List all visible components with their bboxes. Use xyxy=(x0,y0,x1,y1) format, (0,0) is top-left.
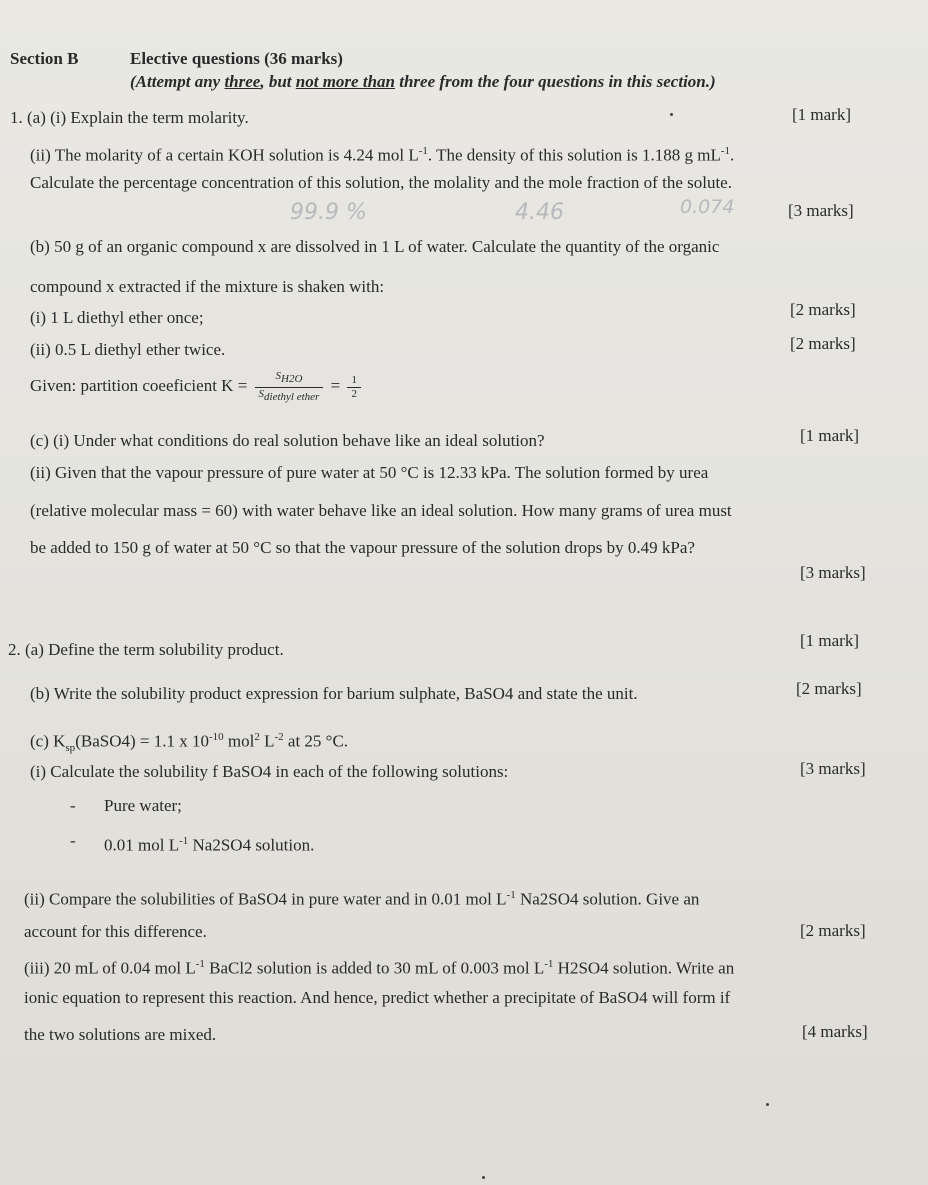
q1-c-i-mark: [1 mark] xyxy=(800,426,860,445)
q2-c-iii-mark: [4 marks] xyxy=(802,1022,868,1041)
q2-c-i-bullet2: 0.01 mol $L^{-1}$ Na2SO4 solution. xyxy=(104,835,315,855)
paper-speck xyxy=(766,1103,769,1106)
q1-a-ii-line2: Calculate the percentage concentration of this solution, the molality and the mole fraction of the solute. xyxy=(30,173,732,192)
half-fraction: $\frac{1}{2}$ xyxy=(347,374,361,401)
q2-c-ii-line2: account for this difference. xyxy=(24,922,207,941)
q1-b-ii: (ii) 0.5 L diethyl ether twice. xyxy=(30,340,226,359)
q1-c-ii-mark: [3 marks] xyxy=(800,563,866,582)
q1-a-i-mark: [1 mark] xyxy=(792,105,852,124)
q1-c-ii-line3: be added to 150 g of water at 50 °C so that the vapour pressure of the solution drops by 0.49 kPa? xyxy=(30,538,695,557)
bullet-dash-2: - xyxy=(70,831,76,850)
q2-b-mark: [2 marks] xyxy=(796,679,862,698)
section-title: Elective questions (36 marks) xyxy=(130,49,343,68)
q2-c-iii-line3: the two solutions are mixed. xyxy=(24,1025,217,1044)
q2-c-i: (i) Calculate the solubility f BaSO4 in each of the following solutions: xyxy=(30,762,509,781)
q1-c-i: (c) (i) Under what conditions do real solution behave like an ideal solution? xyxy=(30,431,545,450)
q2-c: (c) $K_{sp}(BaSO4) = 1.1$ x $10^{-10}$ mol$^2$ $L^{-2}$ at 25 °C. xyxy=(30,731,349,755)
q2-c-ii-mark: [2 marks] xyxy=(800,921,866,940)
q1-b-line2: compound x extracted if the mixture is shaken with: xyxy=(30,277,385,296)
bullet-dash-1: - xyxy=(70,796,76,815)
q1-a-i: 1. (a) (i) Explain the term molarity. xyxy=(10,108,249,127)
q1-a-ii: (ii) The molarity of a certain KOH solution is 4.24 mol $L^{-1}$. The density of this solution is 1.188 g $mL^{-1}$. xyxy=(30,145,735,165)
handwritten-note-1: 99.9 % xyxy=(290,200,367,225)
q1-given-formula: Given: partition coeeficient K = $\frac{S_{H2O}}{S_{diethyl ether}}$ = $\frac{1}{2}$ xyxy=(30,366,364,406)
q2-c-ii-line1: (ii) Compare the solubilities of BaSO4 in pure water and in 0.01 mol $L^{-1}$ Na2SO4 solution. Give an xyxy=(24,889,700,909)
q1-c-ii-line2: (relative molecular mass = 60) with water behave like an ideal solution. How many grams of urea must xyxy=(30,501,732,520)
q1-c-ii-line1: (ii) Given that the vapour pressure of pure water at 50 °C is 12.33 kPa. The solution formed by urea xyxy=(30,463,709,482)
handwritten-note-2: 4.46 xyxy=(515,200,564,225)
q1-b-i-mark: [2 marks] xyxy=(790,300,856,319)
q1-a-ii-mark: [3 marks] xyxy=(788,201,854,220)
q2-c-iii-line2: ionic equation to represent this reaction. And hence, predict whether a precipitate of BaSO4 will form if xyxy=(24,988,731,1007)
q1-b-line1: (b) 50 g of an organic compound x are dissolved in 1 L of water. Calculate the quantity of the organic xyxy=(30,237,720,256)
section-label: Section B xyxy=(10,49,79,68)
q2-c-i-mark: [3 marks] xyxy=(800,759,866,778)
q2-a-mark: [1 mark] xyxy=(800,631,860,650)
paper-speck xyxy=(670,113,673,116)
q1-b-i: (i) 1 L diethyl ether once; xyxy=(30,308,204,327)
q2-c-i-bullet1: Pure water; xyxy=(104,796,182,815)
q2-c-iii-line1: (iii) 20 mL of 0.04 mol $L^{-1}$ BaCl2 solution is added to 30 mL of 0.003 mol $L^{-1}$ H2SO4 solution. Write an xyxy=(24,958,735,978)
q2-a: 2. (a) Define the term solubility product. xyxy=(8,640,284,659)
q2-b: (b) Write the solubility product expression for barium sulphate, BaSO4 and state the unit. xyxy=(30,684,638,703)
q1-b-ii-mark: [2 marks] xyxy=(790,334,856,353)
paper-speck xyxy=(482,1176,485,1179)
partition-fraction: $\frac{S_{H2O}}{S_{diethyl ether}}$ xyxy=(255,370,324,403)
handwritten-note-3: 0.074 xyxy=(680,196,735,218)
section-instruction: (Attempt any three, but not more than three from the four questions in this section.) xyxy=(130,72,716,91)
